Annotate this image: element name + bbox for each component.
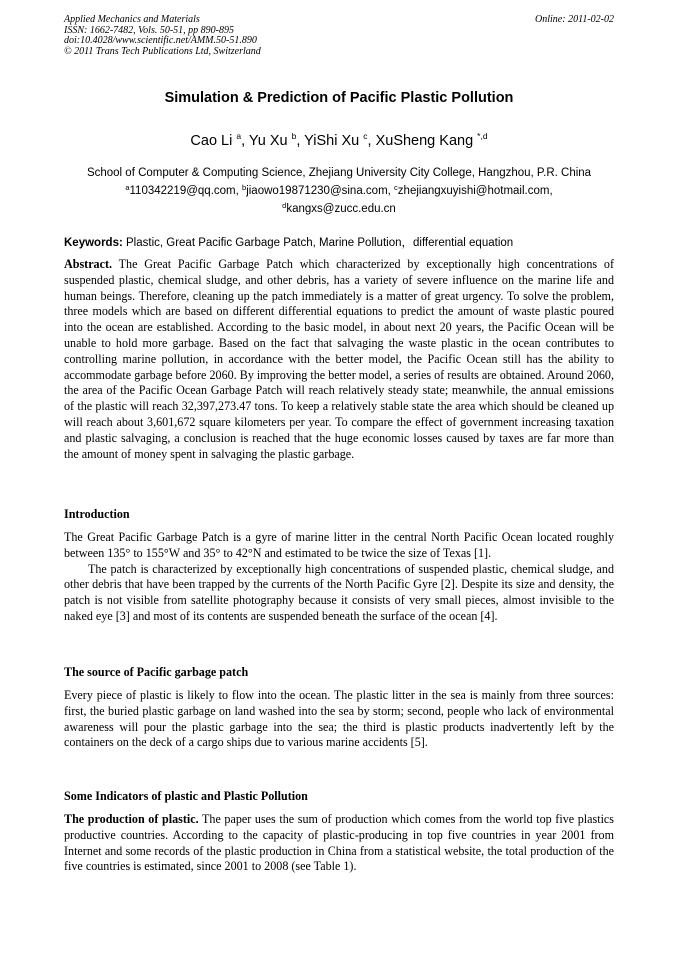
journal-header bbox=[64, 15, 444, 57]
journal-copyright: © 2011 Trans Tech Publications Ltd, Switzerland bbox=[64, 45, 261, 57]
author-name: XuSheng Kang bbox=[375, 133, 474, 149]
introduction-body bbox=[64, 530, 614, 625]
keywords bbox=[64, 235, 616, 251]
online-date-text: Online: 2011-02-02 bbox=[535, 14, 614, 25]
journal-issn: ISSN: 1662-7482, Vols. 50-51, pp 890-895 bbox=[64, 24, 234, 36]
source-heading: The source of Pacific garbage patch bbox=[64, 665, 249, 679]
source-body bbox=[64, 688, 614, 751]
author-name: Yu Xu bbox=[248, 133, 288, 149]
email-sup: d bbox=[282, 201, 287, 210]
affiliation-institution: School of Computer & Computing Science, Zhejiang University City College, Hangzhou, P.R. China bbox=[86, 167, 592, 179]
author-name: YiShi Xu bbox=[304, 133, 360, 149]
online-date bbox=[535, 15, 614, 26]
introduction-paragraph-2: The patch is characterized by exceptionally high concentrations of suspended plastic, chemical sludge, and other debris that have been trapped by the currents of the North Pacific Gyre [2]. Despite its size and density, the patch is not visible from satellite photography because it consists of very small pieces, almost invisible to the naked eye [3] and most of its contents are suspended beneath the surface of the ocean [4]. bbox=[64, 561, 614, 623]
author-sup: c bbox=[363, 131, 368, 141]
email-sup: b bbox=[242, 183, 247, 192]
indicators-body bbox=[64, 812, 614, 875]
introduction-heading: Introduction bbox=[64, 507, 130, 521]
email-address: 110342219@qq.com bbox=[129, 185, 236, 197]
keywords-text: Plastic, Great Pacific Garbage Patch, Marine Pollution，differential equation bbox=[126, 237, 514, 249]
indicators-heading: Some Indicators of plastic and Plastic Pollution bbox=[64, 789, 308, 803]
affiliation-email-line2 bbox=[40, 200, 638, 218]
author-sup: *,d bbox=[477, 131, 488, 141]
affiliation-emails-line: $^a$110342219@qq.com, $^b$jiaowo19871230@sina.com, $^c$zhejiangxuyishi@hotmail.com, bbox=[125, 183, 553, 197]
email-address: zhejiangxuyishi@hotmail.com bbox=[397, 185, 550, 197]
indicators-text: The paper uses the sum of production which comes from the world top five plastics productive countries. According to the capacity of plastic-producing in top five countries in year 2001 from Internet and some records of the plastic production in China from a statistical website, the total production of the five countries is estimated, since 2001 to 2008 (see Table 1). bbox=[64, 812, 615, 874]
journal-doi: doi:10.4028/www.scientific.net/AMM.50-51.890 bbox=[64, 35, 257, 46]
author-list: Cao Li $^a$, Yu Xu $^b$, YiShi Xu $^c$, XuSheng Kang $^{*,d}$ bbox=[190, 131, 488, 149]
abstract-label: Abstract. bbox=[64, 257, 113, 271]
indicators-lead: The production of plastic. bbox=[64, 812, 199, 826]
paper-title: Simulation & Prediction of Pacific Plastic Pollution bbox=[164, 90, 514, 106]
email-sup: a bbox=[125, 183, 130, 192]
keywords-label: Keywords: bbox=[64, 237, 123, 249]
abstract-text: The Great Pacific Garbage Patch which characterized by exceptionally high concentrations of suspended plastic, chemical sludge, and other debris, has a variety of severe influence on the marine life and human beings. Therefore, cleaning up the patch immediately is a matter of great urgency. To solve the problem, three models which are based on different differential equations to predict the amount of waste plastic poured into the ocean are established. According to the basic model, in about next 20 years, the Pacific Ocean will be unable to hold more garbage. Based on the fact that salvaging the waste plastic in the ocean contributes to controlling marine pollution, in accordance with the better model, the Pacific Ocean still has the ability to accommodate garbage before 2060. By improving the better model, a series of results are obtained. Around 2060, the area of the Pacific Ocean Garbage Patch will reach relatively steady state; meanwhile, the annual emissions of the plastic will reach 32,397,273.47 tons. To keep a relatively stable state the area which should be cleaned up will reach about 3,601,672 square kilometers per year. To compare the effect of government increasing taxation and plastic salvaging, a conclusion is reached that the huge economic losses caused by taxes are far more than the amount of money spent in salvaging the plastic garbage. bbox=[64, 257, 615, 461]
affiliation bbox=[40, 164, 638, 218]
email-sup: c bbox=[394, 183, 398, 192]
email-address: kangxs@zucc.edu.cn bbox=[286, 203, 396, 215]
abstract bbox=[64, 257, 614, 462]
journal-name: Applied Mechanics and Materials bbox=[64, 14, 200, 25]
author-sup: a bbox=[236, 131, 242, 141]
source-paragraph: Every piece of plastic is likely to flow into the ocean. The plastic litter in the sea is mainly from three sources: first, the buried plastic garbage on land washed into the sea by storm; second, people who lack of environmental awareness will pour the plastic garbage into the sea; the third is plastic products inadvertently left by the containers on the deck of a cargo ships due to various marine accidents [5]. bbox=[64, 688, 614, 750]
introduction-paragraph-1: The Great Pacific Garbage Patch is a gyre of marine litter in the central North Pacific Ocean located roughly between 135° to 155°W and 35° to 42°N and estimated to be twice the size of Texas [1]. bbox=[64, 530, 614, 560]
author-sup: b bbox=[291, 131, 297, 141]
author-name: Cao Li bbox=[190, 133, 233, 149]
email-address: jiaowo19871230@sina.com bbox=[246, 185, 388, 197]
